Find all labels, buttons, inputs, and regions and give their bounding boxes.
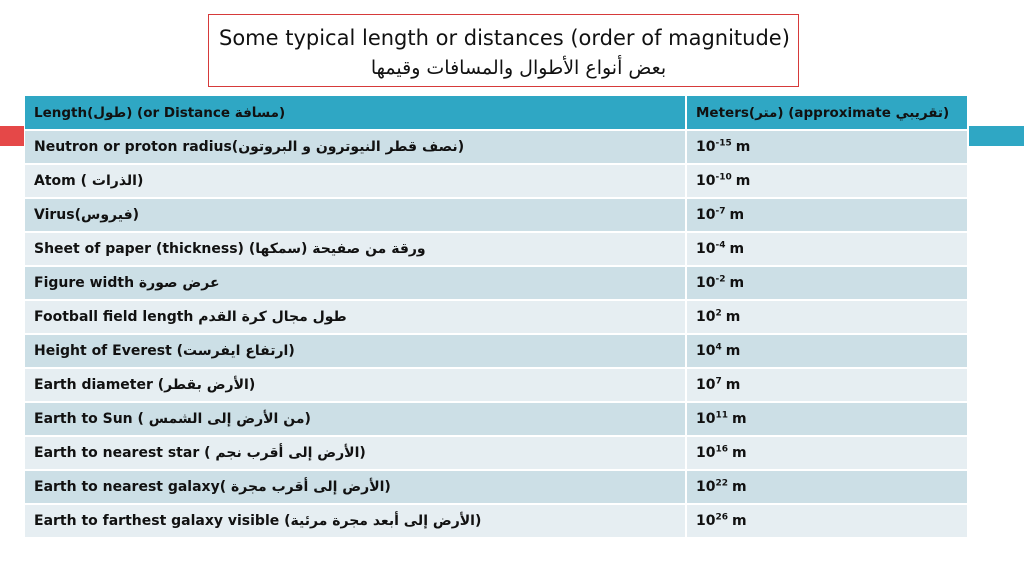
row-label-text: Earth to farthest galaxy visible (الأرض إلى أبعد مجرة مرئية): [34, 513, 482, 529]
value-exponent: 7: [715, 376, 722, 387]
header-meters-text: Meters(متر) (approximate تقريبي): [696, 104, 950, 121]
row-value: [686, 300, 968, 334]
row-label: [25, 164, 686, 198]
value-exponent: 26: [715, 512, 729, 523]
table-row: [25, 402, 968, 436]
table-row: [25, 164, 968, 198]
row-label: [25, 232, 686, 266]
value-exponent: 22: [715, 478, 729, 489]
row-label: [25, 368, 686, 402]
header-length: [25, 96, 686, 130]
row-label-text: Football field length طول مجال كرة القدم: [34, 309, 347, 325]
value-base: 10: [696, 445, 716, 461]
value-base: 10: [696, 343, 716, 359]
value-base: 10: [696, 241, 716, 257]
value-exponent: 11: [715, 410, 729, 421]
value-unit: m: [725, 377, 741, 393]
table-body: [25, 130, 968, 538]
table-row: [25, 470, 968, 504]
row-value: [686, 198, 968, 232]
table-row: [25, 130, 968, 164]
value-unit: m: [729, 207, 745, 223]
value-base: 10: [696, 411, 716, 427]
title-box: [208, 14, 799, 87]
value-base: 10: [696, 275, 716, 291]
row-label-text: Earth to Sun ( من الأرض إلى الشمس): [34, 411, 311, 427]
table-header-row: [25, 96, 968, 130]
value-unit: m: [732, 411, 747, 427]
table-row: [25, 504, 968, 538]
slide-title-arabic: بعض أنواع الأطوال والمسافات وقيمها: [370, 57, 667, 79]
table-row: [25, 198, 968, 232]
slide-title-english: Some typical length or distances (order of magnitude): [219, 26, 790, 50]
row-label: [25, 334, 686, 368]
table-row: [25, 266, 968, 300]
value-base: 10: [696, 377, 716, 393]
value-unit: m: [725, 309, 741, 325]
value-base: 10: [696, 139, 716, 155]
row-value: [686, 232, 968, 266]
magnitude-table: [25, 96, 969, 539]
value-base: 10: [696, 173, 716, 189]
row-value: [686, 164, 968, 198]
value-base: 10: [696, 479, 716, 495]
table-row: [25, 334, 968, 368]
table-row: [25, 300, 968, 334]
row-label-text: Figure width عرض صورة: [34, 275, 220, 291]
row-value: [686, 334, 968, 368]
row-label-text: Earth to nearest star ( الأرض إلى أقرب نجم): [34, 445, 366, 461]
row-label: [25, 300, 686, 334]
value-exponent: 16: [715, 444, 729, 455]
row-label: [25, 436, 686, 470]
row-label-text: Neutron or proton radius(نصف قطر النيوترون و البروتون): [34, 139, 465, 155]
row-label: [25, 402, 686, 436]
row-label-text: Height of Everest (ارتفاع ايفرست): [34, 343, 295, 359]
value-exponent: -2: [715, 274, 726, 285]
value-base: 10: [696, 309, 716, 325]
value-exponent: -10: [715, 172, 732, 183]
value-base: 10: [696, 207, 716, 223]
value-exponent: -4: [715, 240, 726, 251]
value-unit: m: [729, 241, 745, 257]
header-length-text: Length(طول) (or Distance مسافة): [34, 104, 286, 121]
value-unit: m: [735, 139, 751, 155]
value-unit: m: [729, 275, 745, 291]
value-exponent: 4: [715, 342, 722, 353]
row-value: [686, 436, 968, 470]
row-label: [25, 504, 686, 538]
value-unit: m: [732, 445, 747, 461]
left-accent-bar: [0, 126, 24, 146]
table-row: [25, 368, 968, 402]
row-label-text: Virus(فيروس): [34, 207, 140, 223]
row-label: [25, 198, 686, 232]
row-label-text: Atom ( الذرات): [34, 173, 144, 189]
row-label-text: Sheet of paper (thickness) (سمكها) ورقة من صفيحة: [34, 241, 426, 257]
row-value: [686, 266, 968, 300]
row-value: [686, 470, 968, 504]
value-exponent: 2: [715, 308, 722, 319]
row-label: [25, 470, 686, 504]
value-unit: m: [735, 173, 751, 189]
row-label-text: Earth diameter (الأرض بقطر): [34, 377, 256, 393]
row-value: [686, 402, 968, 436]
value-exponent: -15: [715, 138, 732, 149]
right-accent-bar: [968, 126, 1024, 146]
value-exponent: -7: [715, 206, 726, 217]
header-meters: [686, 96, 968, 130]
value-unit: m: [732, 513, 747, 529]
row-value: [686, 130, 968, 164]
row-label: [25, 266, 686, 300]
row-label: [25, 130, 686, 164]
row-value: [686, 504, 968, 538]
table-row: [25, 436, 968, 470]
value-unit: m: [725, 343, 741, 359]
row-label-text: Earth to nearest galaxy( الأرض إلى أقرب مجرة): [34, 479, 391, 495]
row-value: [686, 368, 968, 402]
value-unit: m: [732, 479, 747, 495]
table-row: [25, 232, 968, 266]
value-base: 10: [696, 513, 716, 529]
